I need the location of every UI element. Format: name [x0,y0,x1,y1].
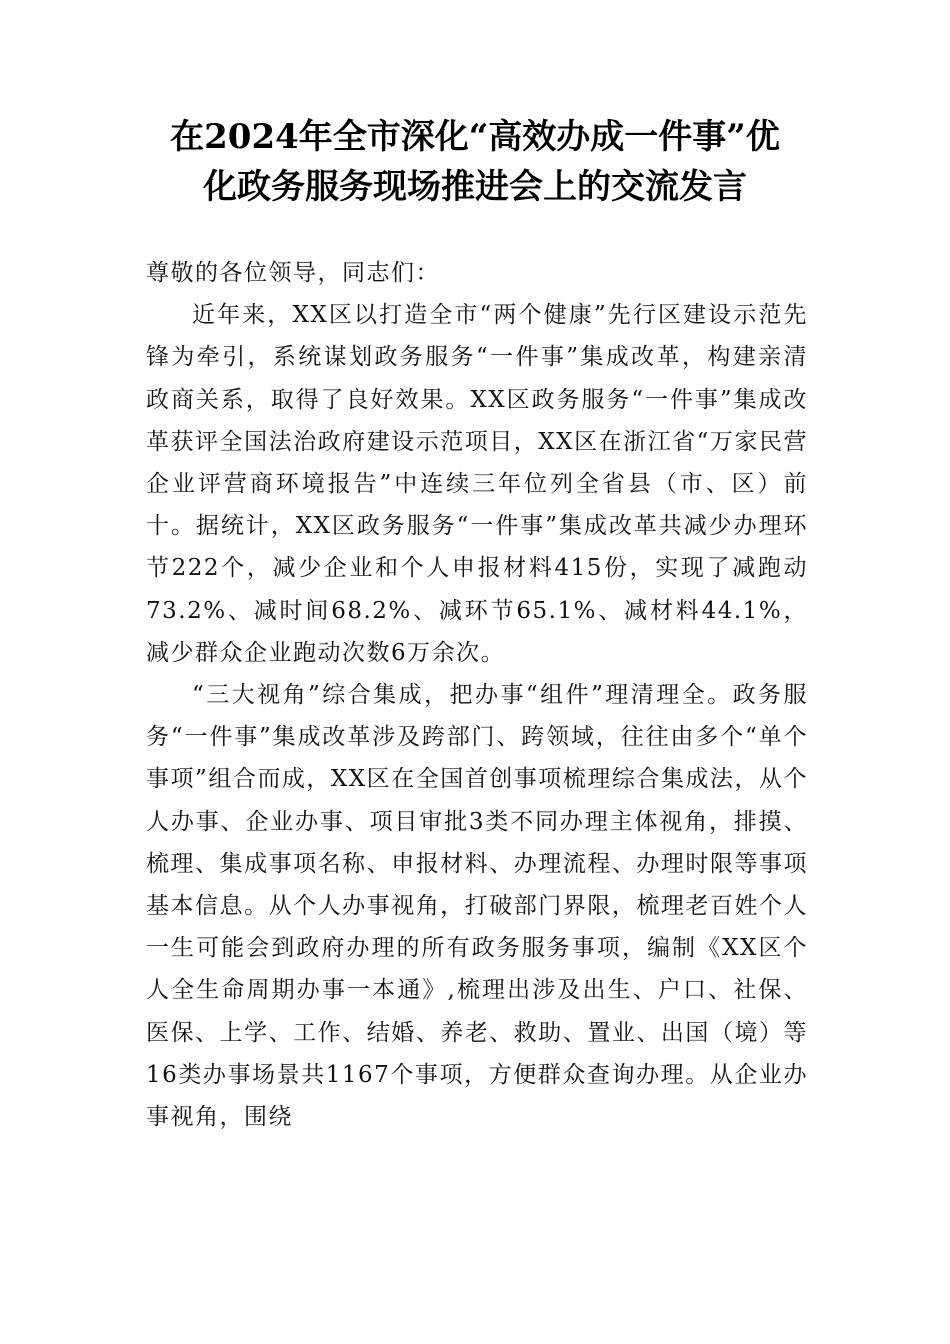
paragraph-2: “三大视角”综合集成，把办事“组件”理清理全。政务服务“一件事”集成改革涉及跨部门、跨领域，往往由多个“单个事项”组合而成，XX区在全国首创事项梳理综合集成法，从个人办事、企业办事、项目审批3类不同办理主体视角，排摸、梳理、集成事项名称、申报材料、办理流程、办理时限等事项基本信息。从个人办事视角，打破部门界限，梳理老百姓个人一生可能会到政府办理的所有政务服务事项，编制《XX区个人全生命周期办事一本通》,梳理出涉及出生、户口、社保、医保、上学、工作、结婚、养老、救助、置业、出国（境）等16类办事场景共1167个事项，方便群众查询办理。从企业办事视角，围绕 [146,682,808,1131]
title-line-1: 在2024年全市深化“高效办成一件事”优 [170,117,780,157]
document-title [120,112,830,212]
title-line-2: 化政务服务现场推进会上的交流发言 [203,167,747,207]
salutation: 尊敬的各位领导，同志们： [146,260,440,286]
document-body [146,252,808,1138]
paragraph-1: 近年来，XX区以打造全市“两个健康”先行区建设示范先锋为牵引，系统谋划政务服务“一件事”集成改革，构建亲清政商关系，取得了良好效果。XX区政务服务“一件事”集成改革获评全国法治政府建设示范项目，XX区在浙江省“万家民营企业评营商环境报告”中连续三年位列全省县（市、区）前十。据统计，XX区政务服务“一件事”集成改革共减少办理环节222个，减少企业和个人申报材料415份，实现了减跑动73.2%、减时间68.2%、减环节65.1%、减材料44.1%，减少群众企业跑动次数6万余次。 [146,302,808,666]
